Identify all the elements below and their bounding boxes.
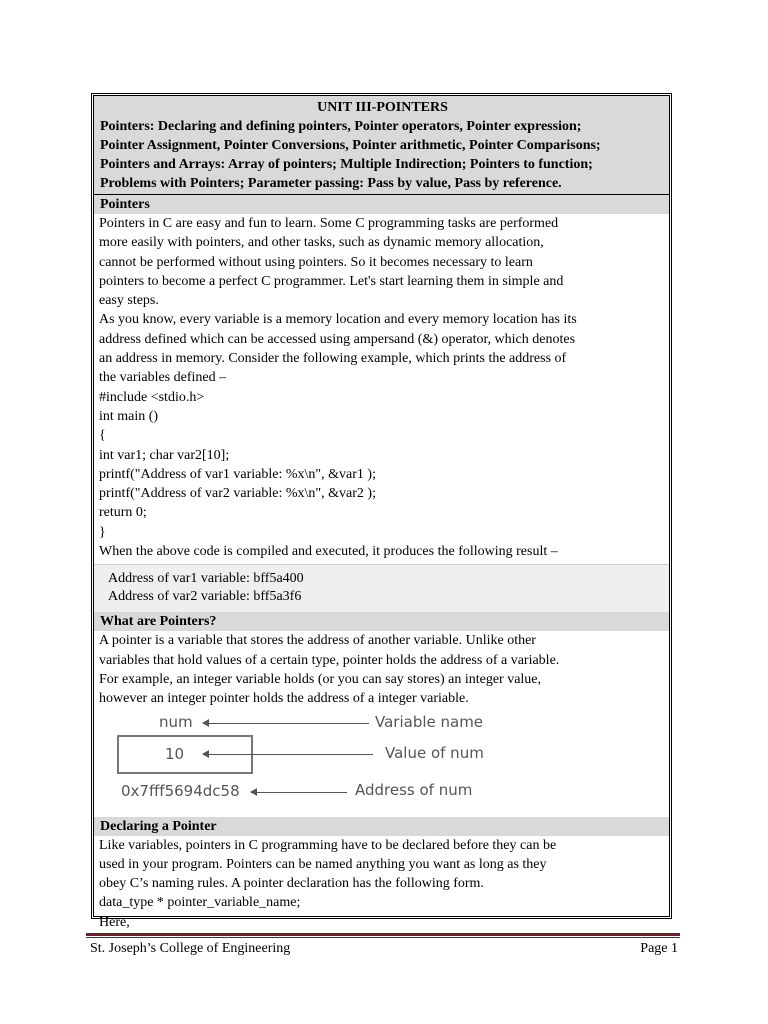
text-line: the variables defined – <box>99 370 227 386</box>
text-line: an address in memory. Consider the following example, which prints the address of <box>99 351 567 367</box>
pointer-diagram <box>99 713 665 817</box>
text-line: obey C’s naming rules. A pointer declaration has the following form. <box>99 876 484 892</box>
code-line: #include <stdio.h> <box>99 389 205 405</box>
content-frame <box>91 93 672 930</box>
arrow-icon <box>203 754 373 755</box>
topic-line: Problems with Pointers; Parameter passing: Pass by value, Pass by reference. <box>100 176 562 191</box>
topic-line: Pointer Assignment, Pointer Conversions, Pointer arithmetic, Pointer Comparisons; <box>100 138 601 153</box>
section-heading-declaring-pointer: Declaring a Pointer <box>94 817 669 836</box>
unit-topics <box>100 117 665 193</box>
code-line: int var1; char var2[10]; <box>99 447 230 463</box>
text-line: Like variables, pointers in C programming have to be declared before they can be <box>99 837 557 853</box>
footer-page-number: Page 1 <box>640 941 678 956</box>
text-line: more easily with pointers, and other tasks, such as dynamic memory allocation, <box>99 235 544 251</box>
text-line: As you know, every variable is a memory location and every memory location has its <box>99 312 577 328</box>
text-line: data_type * pointer_variable_name; <box>99 895 301 911</box>
section-heading-pointers: Pointers <box>94 195 669 214</box>
text-line: used in your program. Pointers can be named anything you want as long as they <box>99 856 547 872</box>
section-heading-what-are-pointers: What are Pointers? <box>94 612 669 631</box>
text-line: pointers to become a perfect C programmer. Let's start learning them in simple and <box>99 273 564 289</box>
text-line: easy steps. <box>99 293 159 309</box>
text-line: however an integer pointer holds the address of a integer variable. <box>99 691 469 707</box>
footer-college: St. Joseph’s College of Engineering <box>90 941 291 956</box>
arrow-icon <box>251 792 347 793</box>
diagram-address: 0x7fff5694dc58 <box>121 781 240 800</box>
diagram-value: 10 <box>165 744 185 763</box>
code-line: return 0; <box>99 505 147 521</box>
text-line: cannot be performed without using pointers. So it becomes necessary to learn <box>99 254 533 270</box>
pointers-paragraph <box>99 214 665 388</box>
code-line: { <box>99 428 106 444</box>
output-box <box>94 564 669 612</box>
declaring-paragraph <box>99 836 665 932</box>
diagram-value-label: Value of num <box>385 743 484 762</box>
arrow-icon <box>203 723 369 724</box>
code-line: printf("Address of var1 variable: %x\n", &var1 ); <box>99 466 376 482</box>
unit-title: UNIT III-POINTERS <box>317 100 448 115</box>
code-line: int main () <box>99 408 159 424</box>
what-are-paragraph <box>99 631 665 708</box>
code-line: printf("Address of var2 variable: %x\n", &var2 ); <box>99 486 376 502</box>
unit-header <box>94 96 669 195</box>
text-line: address defined which can be accessed using ampersand (&) operator, which denotes <box>99 331 576 347</box>
text-line: For example, an integer variable holds (or you can say stores) an integer value, <box>99 671 542 687</box>
footer-rule <box>86 937 680 938</box>
topic-line: Pointers and Arrays: Array of pointers; Multiple Indirection; Pointers to function; <box>100 157 593 172</box>
text-line: variables that hold values of a certain type, pointer holds the address of a variable. <box>99 652 560 668</box>
output-line: Address of var1 variable: bff5a400 <box>108 571 304 587</box>
diagram-address-label: Address of num <box>355 780 473 799</box>
output-line: Address of var2 variable: bff5a3f6 <box>108 589 302 605</box>
result-intro: When the above code is compiled and executed, it produces the following result – <box>99 544 558 560</box>
code-line: } <box>99 524 106 540</box>
text-line: Here, <box>99 914 130 930</box>
diagram-var-name-label: Variable name <box>375 712 484 731</box>
code-example <box>99 388 665 542</box>
text-line: Pointers in C are easy and fun to learn. Some C programming tasks are performed <box>99 216 559 231</box>
topic-line: Pointers: Declaring and defining pointers, Pointer operators, Pointer expression; <box>100 119 582 134</box>
footer-rule <box>86 933 680 936</box>
text-line: A pointer is a variable that stores the address of another variable. Unlike other <box>99 633 536 649</box>
diagram-var-name: num <box>159 712 193 731</box>
